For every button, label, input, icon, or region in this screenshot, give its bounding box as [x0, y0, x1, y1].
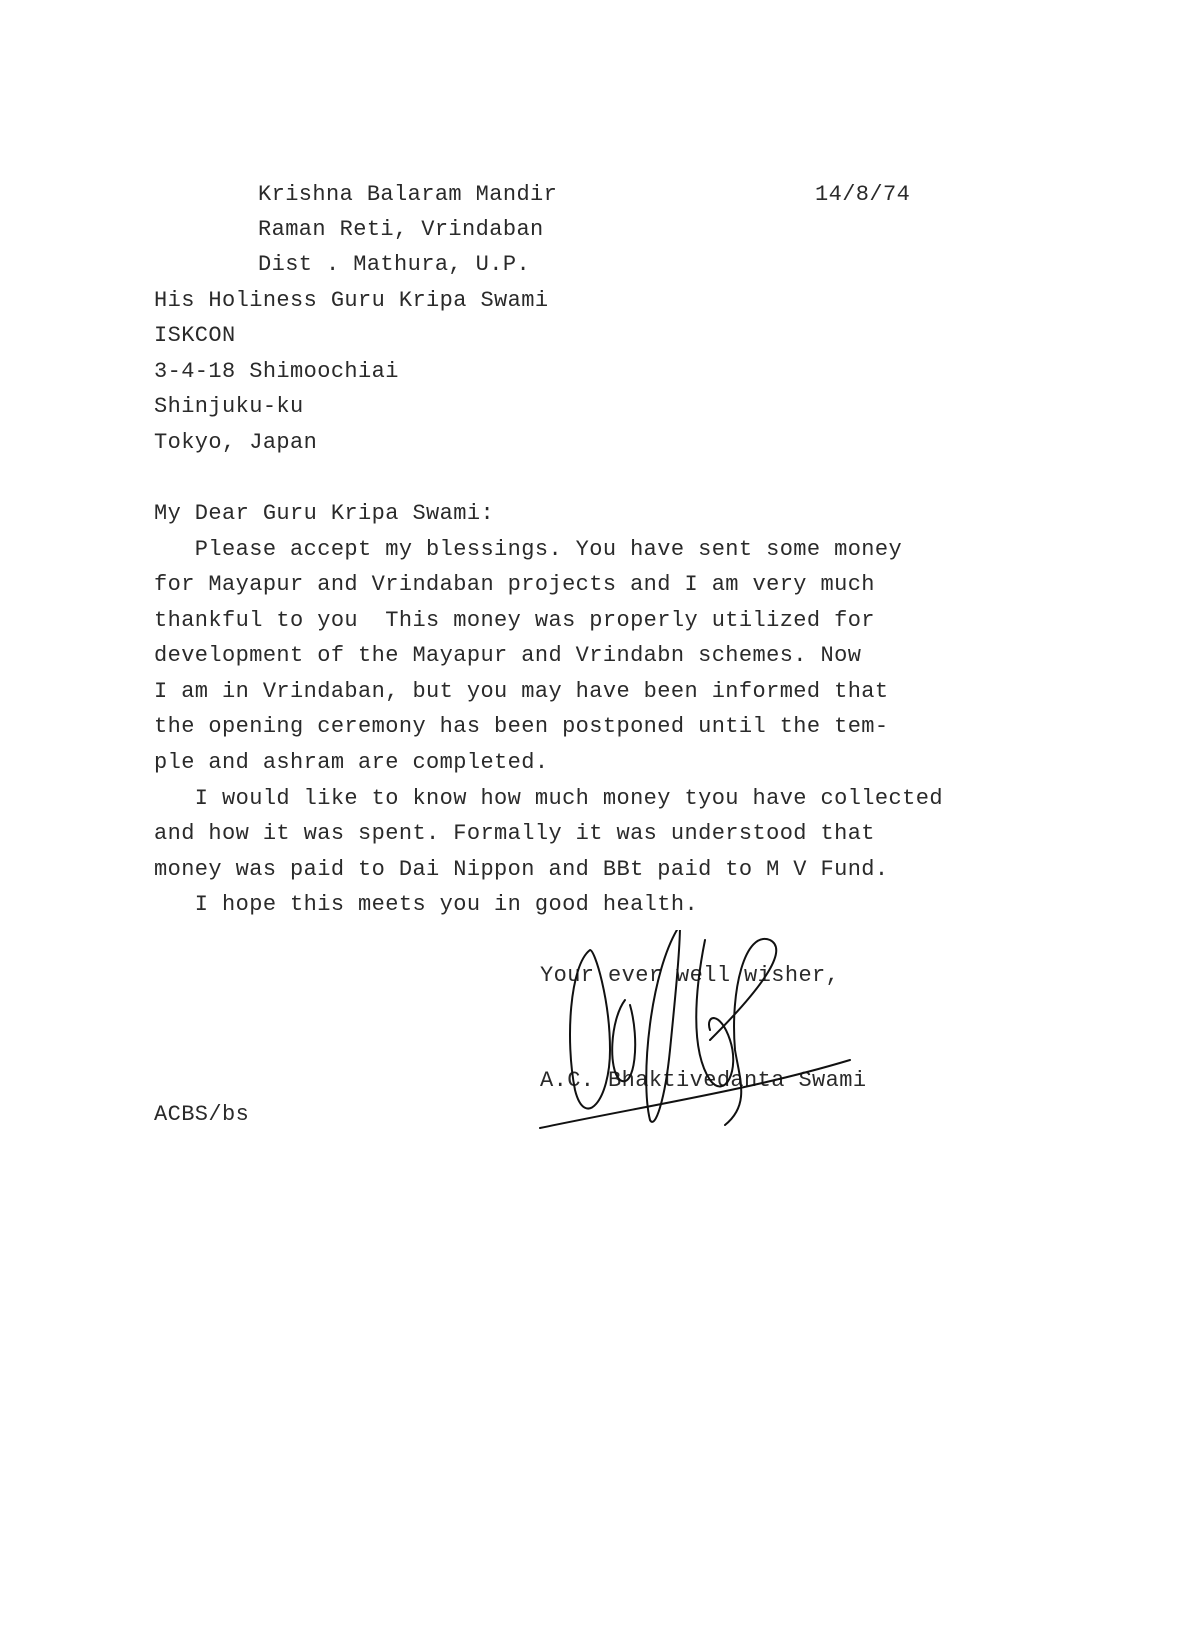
sender-address-line: Raman Reti, Vrindaban [258, 217, 544, 242]
recipient-address-line: 3-4-18 Shimoochiai [154, 359, 399, 384]
body-line: thankful to you This money was properly utilized for [154, 608, 875, 633]
salutation: My Dear Guru Kripa Swami: [154, 501, 495, 526]
recipient-address-line: Tokyo, Japan [154, 430, 318, 455]
reference-initials: ACBS/bs [154, 1102, 250, 1127]
body-line: for Mayapur and Vrindaban projects and I am very much [154, 572, 875, 597]
recipient-address-line: His Holiness Guru Kripa Swami [154, 288, 549, 313]
recipient-address-line: Shinjuku-ku [154, 394, 304, 419]
handwritten-signature [530, 930, 910, 1200]
recipient-address-line: ISKCON [154, 323, 236, 348]
body-line: I am in Vrindaban, but you may have been informed that [154, 679, 889, 704]
body-line: I hope this meets you in good health. [154, 892, 699, 917]
sender-address-line: Dist . Mathura, U.P. [258, 252, 531, 277]
body-line: development of the Mayapur and Vrindabn schemes. Now [154, 643, 862, 668]
body-line: the opening ceremony has been postponed until the tem- [154, 714, 889, 739]
body-line: and how it was spent. Formally it was understood that [154, 821, 875, 846]
body-line: ple and ashram are completed. [154, 750, 549, 775]
closing: Your ever well wisher, [540, 963, 840, 988]
sender-address-line: Krishna Balaram Mandir [258, 182, 558, 207]
letter-date: 14/8/74 [815, 182, 911, 207]
body-line: money was paid to Dai Nippon and BBt paid to M V Fund. [154, 857, 889, 882]
body-line: Please accept my blessings. You have sent some money [154, 537, 903, 562]
body-line: I would like to know how much money tyou have collected [154, 786, 943, 811]
signature-name: A.C. Bhaktivedanta Swami [540, 1068, 867, 1093]
